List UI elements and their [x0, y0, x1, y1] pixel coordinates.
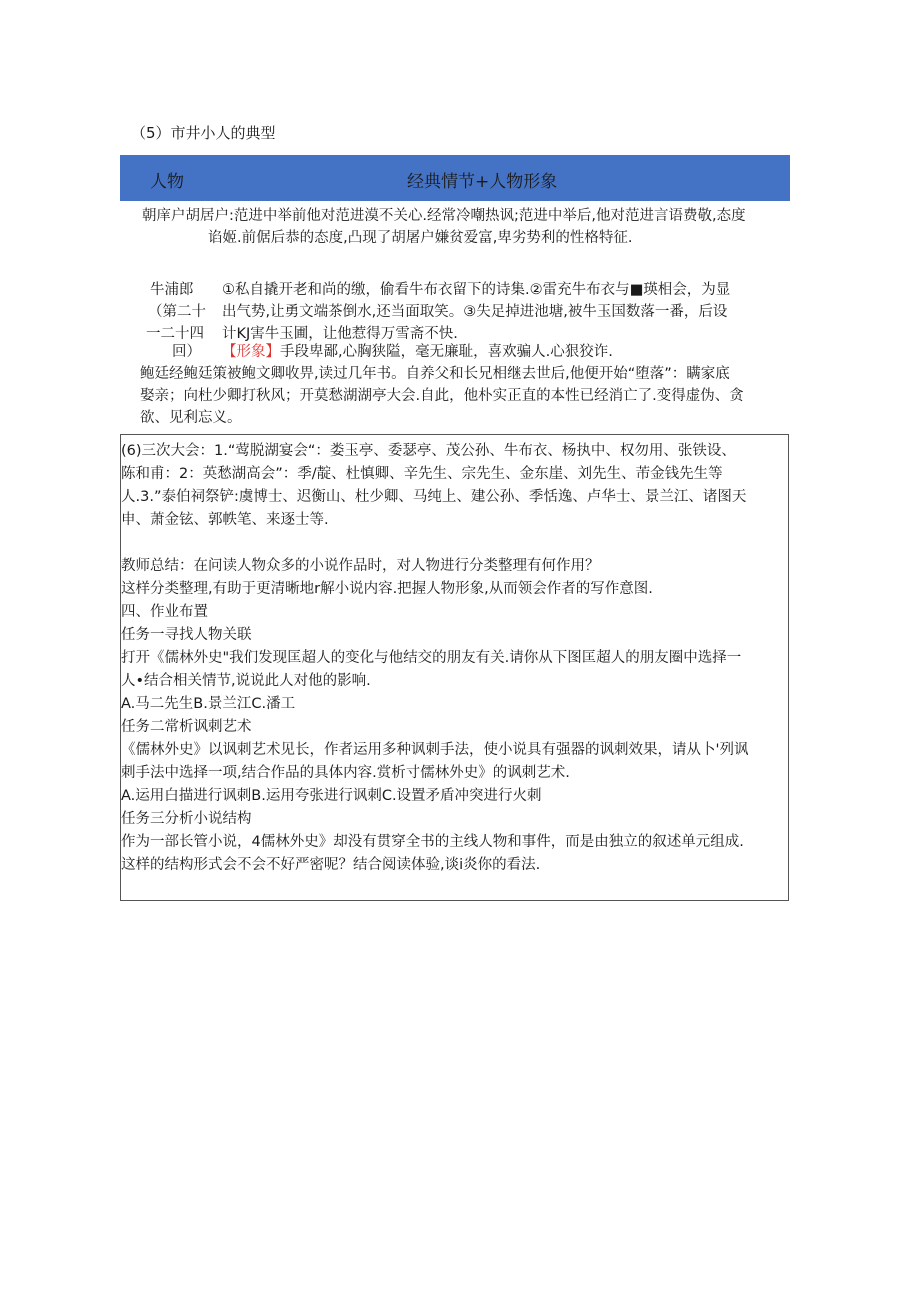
header-plot-image: 经典情节+人物形象 [407, 172, 558, 192]
task3-line-2: 这样的结构形式会不会不好严密呢？结合阅读体验,谈i炎你的看法. [121, 857, 541, 873]
meetings-line-3: 人.3.”泰伯祠祭铲:虞博士、迟衡山、杜少卿、马纯上、建公孙、季恬逸、卢华士、景兰江、诸图天 [121, 489, 747, 505]
teacher-question: 教师总结：在问读人物众多的小说作品时，对人物进行分类整理有何作用？ [121, 558, 600, 574]
teacher-answer: 这样分类整理,有助于更清晰地r解小说内容.把握人物形象,从而领会作者的写作意图. [121, 581, 653, 597]
niu-name-3: 一二十四 [146, 326, 204, 342]
table-header [120, 155, 790, 201]
meetings-line-4: 申、萧金铉、郭帙笔、来逐士等. [121, 512, 329, 528]
niu-name-1: 牛浦郎 [150, 282, 194, 298]
task1-line-2: 人•结合相关情节,说说此人对他的影响. [121, 673, 371, 689]
meetings-line-2: 陈和甫：2：英愁湖高会”：季/靛、杜慎卿、辛先生、宗先生、金东崖、刘先生、芾金钱先生等 [121, 466, 723, 482]
niu-image-text: 手段卑鄙,心胸狭隘，毫无廉耻，喜欢骗人.心狠狡诈. [280, 344, 613, 360]
bao-line-3: 欲、见利忘义。 [140, 410, 242, 426]
niu-name-4: 回） [172, 344, 201, 360]
section-title: （5）市井小人的典型 [131, 124, 276, 142]
meetings-line-1: (6)三次大会：1.“莺脱湖宴会“：娄玉亭、委瑟亭、茂公孙、牛布衣、杨执中、权勿用、张铁设、 [121, 443, 736, 459]
bao-line-2: 娶亲；向杜少卿打秋风；开莫愁湖湖亭大会.自此，他朴实正直的本性已经消亡了.变得虚伪、贪 [140, 388, 744, 404]
homework-box [120, 434, 789, 901]
task1-title: 任务一寻找人物关联 [121, 627, 252, 643]
homework-title: 四、作业布置 [121, 604, 208, 620]
niu-plot-3: 计KJ害牛玉圃，让他惹得万雪斋不快. [222, 326, 458, 342]
niu-plot-2: 出气势,让勇文端茶倒水,还当面取笑。③失足掉进池塘,被牛玉国数落一番，后设 [222, 304, 728, 320]
task2-title: 任务二常析讽刺艺术 [121, 719, 252, 735]
bao-line-1: 鲍廷经鲍廷策被鲍文卿收畀,读过几年书。自养父和长兄相继去世后,他便开始“堕落”：瞒家底 [140, 366, 730, 382]
header-character: 人物 [150, 172, 184, 192]
hu-line-1: 朝庠户胡居户:范进中举前他对范进漠不关心.经常冷嘲热讽;范进中举后,他对范进言语费敬,态度 [142, 208, 746, 224]
task2-options: A.运用白描进行讽刺B.运用夸张进行讽刺C.设置矛盾冲突进行火刺 [121, 788, 542, 804]
task3-title: 任务三分析小说结构 [121, 811, 252, 827]
task1-line-1: 打开《儒林外史"我们发现匡超人的变化与他结交的朋友有关.请你从下图匡超人的朋友圈中选择一 [121, 650, 742, 666]
niu-plot-1: ①私自撬开老和尚的缴，偷看牛布衣留下的诗集.②雷充牛布衣与■瑛相会，为显 [222, 282, 731, 298]
task3-line-1: 作为一部长管小说，4儒林外史》却没有贯穿全书的主线人物和事件，而是由独立的叙述单元组成. [121, 834, 744, 850]
task2-line-2: 刺手法中选择一项,结合作品的具体内容.赏析寸儒林外史》的讽刺艺术. [121, 765, 570, 781]
task2-line-1: 《儒林外史》以讽刺艺术见长，作者运用多种讽刺手法，使小说具有强器的讽刺效果，请从卜'列讽 [121, 742, 749, 758]
niu-image [222, 341, 613, 363]
task1-options: A.马二先生B.景兰江C.潘工 [121, 696, 296, 712]
hu-line-2: 谄姬.前倨后恭的态度,凸现了胡屠户嫌贫爱富,卑劣势利的性格特征. [208, 230, 633, 246]
niu-image-tag: 【形象】 [222, 344, 280, 360]
niu-name-2: （第二十 [148, 304, 206, 320]
